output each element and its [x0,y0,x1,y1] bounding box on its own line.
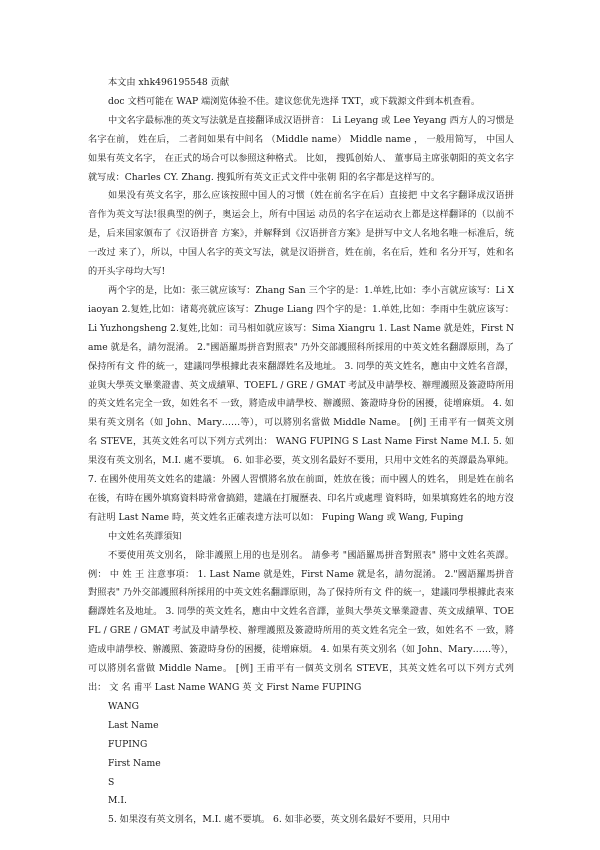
body-paragraph-3: 两个字的是，比如：张三就应该写：Zhang San 三个字的是：1.单姓,比如：李小言就应该写：Li Xiaoyan 2.复姓,比如：诸葛亮就应该写：Zhuge Liang 四个字的是：1.单姓,比如：李雨中生就应该写：Li Yuzhongsheng 2.复姓,比如：司马相如就应该写：Sima Xiangru 1. Last Name 就是姓，First Name 就是名，請勿混淆。 2."國語羅馬拼音對照表" 乃外交部護照科所採用的中英文姓名翻譯原則，為了保持所有文 件的統一，建議同學根據此表來翻譯姓名及地址。 3. 同學的英文姓名，應由中文姓名音譯，並與大學英文畢業證書、英文成績單、TOEFL / GRE / GMAT 考試及申請學校、辦理護照及簽證時所用的英文姓名完全一致，如姓名不 一致，將造成申請學校、辦護照、簽證時身份的困擾，徒增麻煩。 4. 如果有英文別名（如 John、Mary……等），可以將別名當做 Middle Name。 [例] 王甫平有一個英文別名 STEVE，其英文姓名可以下列方式列出： WANG FUPING S Last Name First Name M.I. 5. 如果沒有英文別名，M.I. 處不要填。 6. 如非必要，英文別名最好不要用，只用中文姓名的英譯最為單純。 7. 在國外使用英文姓名的建議：外國人習慣將名放在前面，姓放在後；而中國人的姓名， 則是姓在前名在後，有時在國外填寫資料時常會搞錯，建議在打履歷表、印名片或處理 資料時，如果填寫姓名的地方沒有註明 Last Name 時，英文姓名正確表達方法可以如： Fuping Wang 或 Wang, Fuping [88,284,514,523]
name-line: WANG [108,700,139,712]
name-line: M.I. [108,795,127,807]
name-line: S [108,776,115,788]
section-heading: 中文姓名英譯須知 [108,530,182,542]
last-paragraph: 5. 如果沒有英文別名，M.I. 處不要填。 6. 如非必要，英文別名最好不要用，只用中 [108,814,451,826]
header-line: 本文由 xhk496195548 贡献 [108,77,230,88]
name-line: First Name [108,757,161,769]
document-page [88,74,514,830]
name-line: FUPING [108,738,148,750]
body-paragraph-1: 中文名字最标准的英文写法就是直接翻译成汉语拼音： Li Leyang 或 Lee Yeyang 西方人的习惯是名字在前， 姓在后， 二者间如果有中间名 （Middle name） Middle name ， 一般用简写， 中国人如果有英文名字， 在正式的场合可以参照这种格式。 比如， 搜狐创始人、 董事局主席张朝阳的英文名字就写成：Charles CY. Zhang. 搜狐所有英文正式文件中张朝 阳的名字都是这样写的。 [88,114,514,183]
body-paragraph-2: 如果没有英文名字，那么应该按照中国人的习惯（姓在前名字在后）直接把 中文名字翻译成汉语拼音作为英文写法!很典型的例子，奥运会上，所有中国运 动员的名字在运动衣上都是这样翻译的（以前不是，后来国家颁布了《汉语拼音 方案》，并解释到《汉语拼音方案》是拼写中文人名地名唯一标准后，统一改过 来了），所以，中国人名字的英文写法，就是汉语拼音，姓在前，名在后，姓和 名分开写，姓和名的开头字母均大写! [88,190,514,278]
body-paragraph-4: 不要使用英文別名， 除非護照上用的也是別名。 請參考 "國語羅馬拼音對照表" 將中文姓名英譯。 例： 中 姓 王 注意事項： 1. Last Name 就是姓，First Name 就是名，請勿混淆。 2."國語羅馬拼音對照表" 乃外交部護照科所採用的中英文姓名翻譯原則，為了保持所有文 件的統一，建議同學根據此表來翻譯姓名及地址。 3. 同學的英文姓名，應由中文姓名音譯，並與大學英文畢業證書、英文成績單、TOEFL / GRE / GMAT 考試及申請學校、辦理護照及簽證時所用的英文姓名完全一致，如姓名不 一致，將造成申請學校、辦護照、簽證時身份的困擾，徒增麻煩。 4. 如果有英文別名（如 John、Mary……等），可以將別名當做 Middle Name。 [例] 王甫平有一個英文別名 STEVE，其英文姓名可以下列方式列出： 文 名 甫平 Last Name WANG 英 文 First Name FUPING [88,549,514,693]
name-line: Last Name [108,719,159,731]
notice-paragraph: doc 文档可能在 WAP 端浏览体验不佳。建议您优先选择 TXT，或下载源文件到本机查看。 [108,95,481,107]
